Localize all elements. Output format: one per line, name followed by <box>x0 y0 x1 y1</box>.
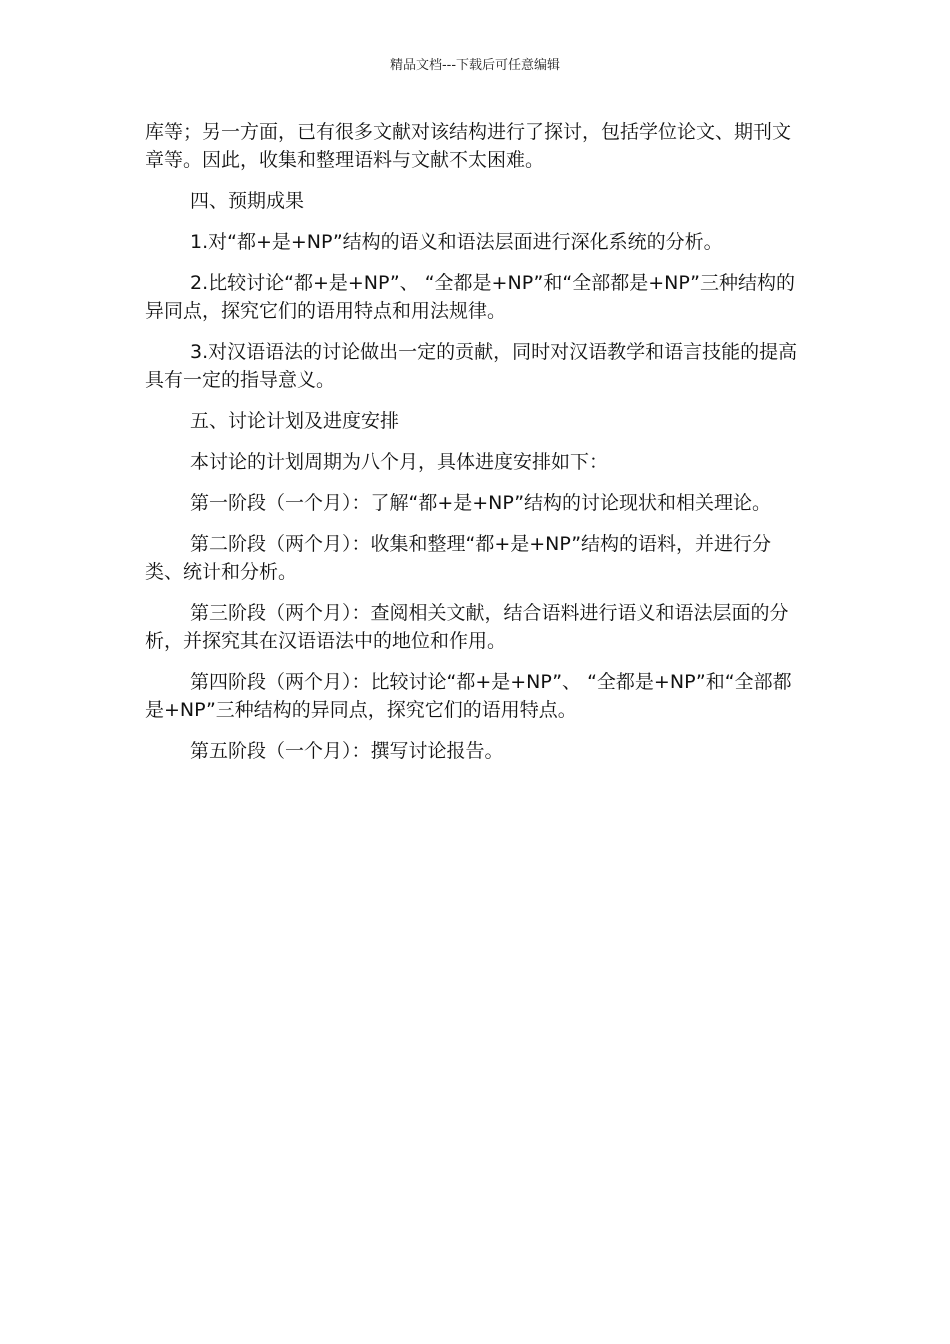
list-item-result-1: 1.对“都+是+NP”结构的语义和语法层面进行深化系统的分析。 <box>190 231 723 253</box>
list-item-result-3: 3.对汉语语法的讨论做出一定的贡献，同时对汉语教学和语言技能的提高具有一定的指导意义。 <box>145 341 798 391</box>
schedule-phase-4: 第四阶段（两个月）：比较讨论“都+是+NP”、 “全都是+NP”和“全部都是+NP”三种结构的异同点，探究它们的语用特点。 <box>145 671 792 721</box>
schedule-phase-5: 第五阶段（一个月）：撰写讨论报告。 <box>190 740 504 762</box>
section-heading-expected-results: 四、预期成果 <box>190 190 305 212</box>
schedule-phase-1: 第一阶段（一个月）：了解“都+是+NP”结构的讨论现状和相关理论。 <box>190 492 772 514</box>
section-heading-schedule: 五、讨论计划及进度安排 <box>190 410 400 432</box>
schedule-phase-3: 第三阶段（两个月）：查阅相关文献，结合语料进行语义和语法层面的分析，并探究其在汉语语法中的地位和作用。 <box>145 602 789 652</box>
page-header: 精品文档---下载后可任意编辑 <box>389 58 561 73</box>
paragraph-intro-continuation: 库等；另一方面，已有很多文献对该结构进行了探讨，包括学位论文、期刊文章等。因此，收集和整理语料与文献不太困难。 <box>145 121 792 171</box>
document-body <box>145 118 807 778</box>
paragraph-schedule-intro: 本讨论的计划周期为八个月，具体进度安排如下： <box>190 451 609 473</box>
list-item-result-2: 2.比较讨论“都+是+NP”、 “全都是+NP”和“全部都是+NP”三种结构的异同点，探究它们的语用特点和用法规律。 <box>145 272 795 322</box>
schedule-phase-2: 第二阶段（两个月）：收集和整理“都+是+NP”结构的语料，并进行分类、统计和分析。 <box>145 533 772 583</box>
